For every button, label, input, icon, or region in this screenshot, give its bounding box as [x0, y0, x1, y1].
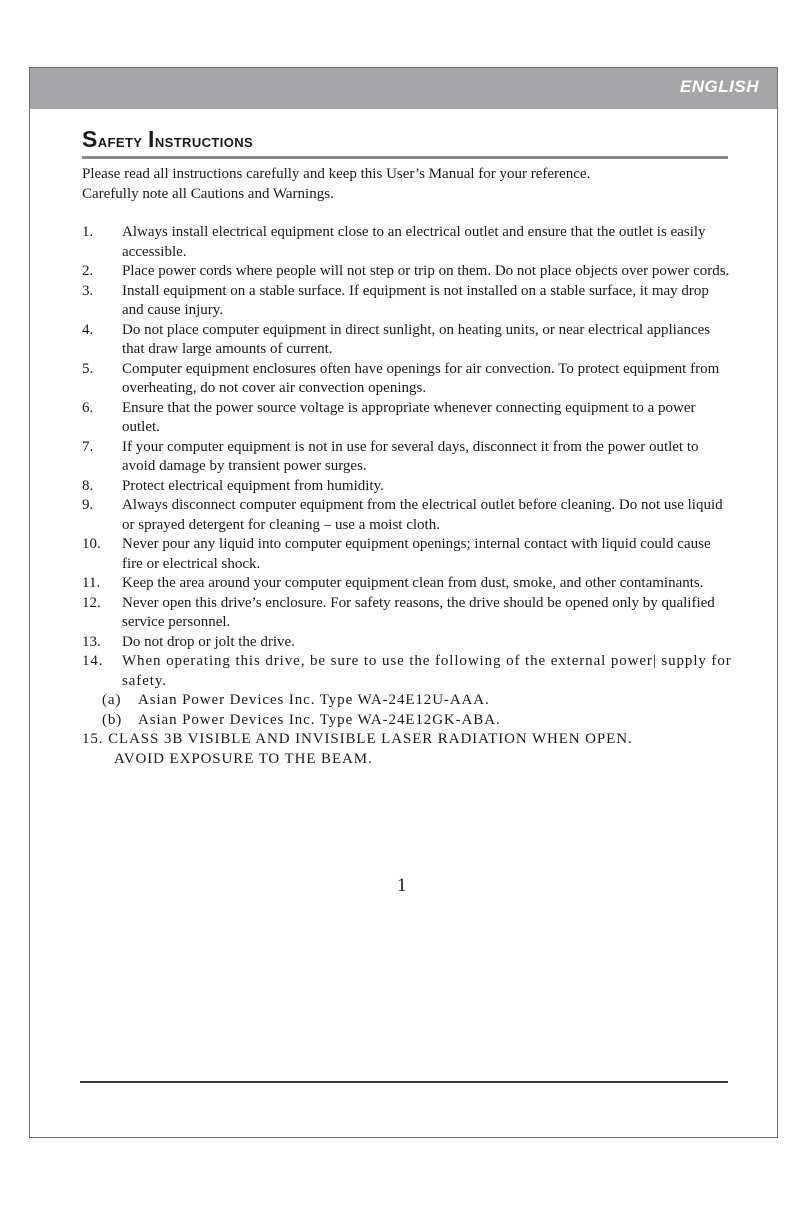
intro-text: [82, 165, 732, 204]
laser-warning-line: 15. CLASS 3B VISIBLE AND INVISIBLE LASER RADIATION WHEN OPEN.: [82, 731, 633, 747]
laser-warning-line: AVOID EXPOSURE TO THE BEAM.: [114, 750, 373, 767]
list-item: 7. If your computer equipment is not in use for several days, disconnect it from the power outlet to avoid damage by transient power surges.: [82, 438, 699, 474]
list-item: 8. Protect electrical equipment from humidity.: [82, 477, 384, 494]
list-subitem: (a) Asian Power Devices Inc. Type WA-24E12U-AAA.: [102, 692, 490, 708]
list-item: 6. Ensure that the power source voltage is appropriate whenever connecting equipment to a power outlet.: [82, 399, 696, 435]
list-item: 12. Never open this drive’s enclosure. For safety reasons, the drive should be opened only by qualified service personnel.: [82, 594, 715, 630]
list-item: 3. Install equipment on a stable surface. If equipment is not installed on a stable surface, it may drop and cause injury.: [82, 282, 709, 318]
page-number: 1: [397, 875, 407, 896]
section-title: Safety Instructions: [82, 126, 254, 152]
list-item: 10. Never pour any liquid into computer equipment openings; internal contact with liquid could cause fire or electrical shock.: [82, 536, 711, 572]
list-item: 9. Always disconnect computer equipment from the electrical outlet before cleaning. Do not use liquid or sprayed detergent for cleaning – use a moist cloth.: [82, 497, 723, 533]
footer-rule: [80, 1081, 728, 1083]
language-label: ENGLISH: [679, 77, 759, 96]
language-header-bar: [30, 68, 777, 109]
list-item: 4. Do not place computer equipment in direct sunlight, on heating units, or near electrical appliances that draw large amounts of current.: [82, 321, 711, 357]
list-item: 5. Computer equipment enclosures often have openings for air convection. To protect equipment from overheating, do not cover air convection openings.: [82, 360, 720, 396]
list-item-laser-warning: [82, 730, 732, 769]
safety-instruction-list: [82, 223, 732, 769]
list-item: 13. Do not drop or jolt the drive.: [82, 633, 295, 650]
intro-line: Please read all instructions carefully and keep this User’s Manual for your reference.: [82, 166, 591, 182]
list-item: 2. Place power cords where people will not step or trip on them. Do not place objects over power cords.: [82, 263, 730, 279]
intro-line: Carefully note all Cautions and Warnings.: [82, 185, 334, 202]
list-item: 14. When operating this drive, be sure to use the following of the external power| supply for safety.: [82, 653, 732, 689]
list-item: 1. Always install electrical equipment close to an electrical outlet and ensure that the outlet is easily accessible.: [82, 224, 706, 260]
title-underline: [82, 156, 728, 159]
list-item: 11. Keep the area around your computer equipment clean from dust, smoke, and other contaminants.: [82, 575, 704, 591]
list-subitem: (b) Asian Power Devices Inc. Type WA-24E12GK-ABA.: [102, 711, 501, 728]
